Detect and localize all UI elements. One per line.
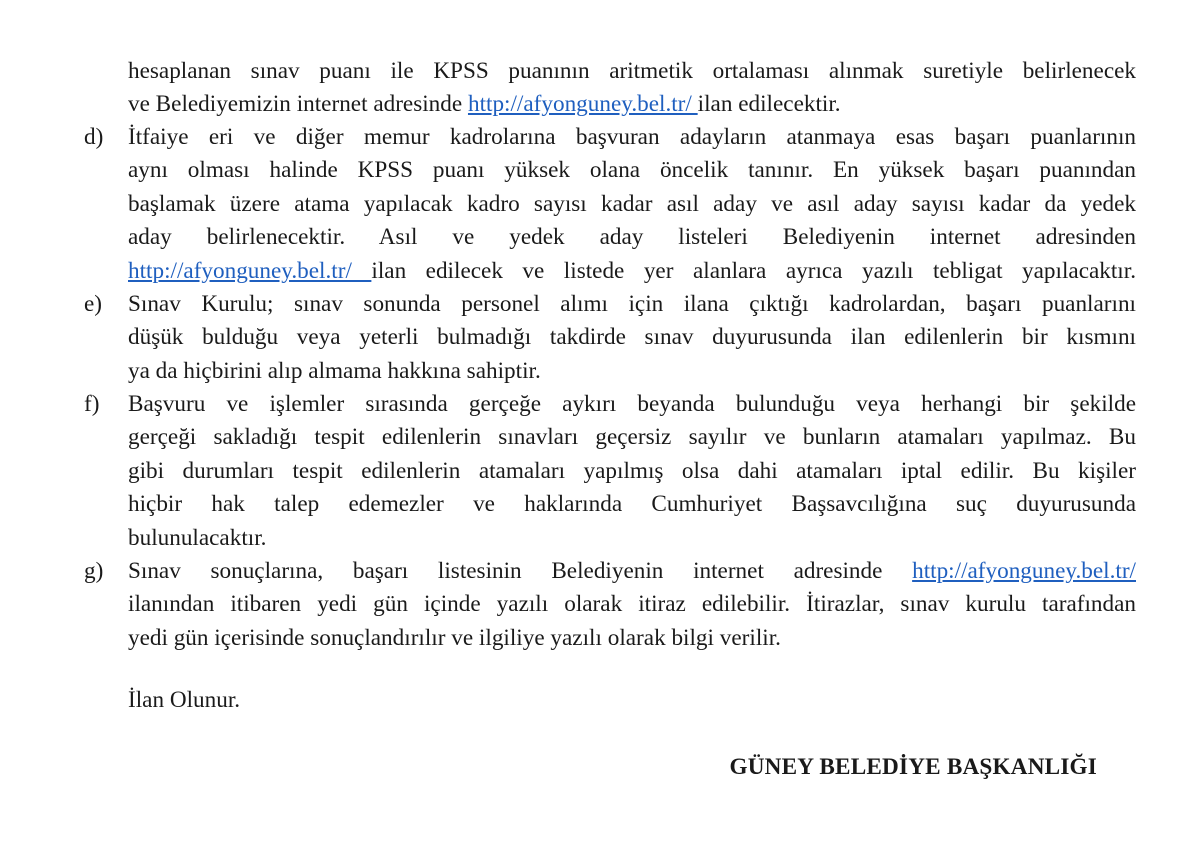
list-marker-d: d) [84, 124, 104, 150]
item-d-line-1: İtfaiye eri ve diğer memur kadrolarına başvuran adayların atanmaya esas başarı puanlarının [128, 124, 1136, 150]
item-e-line-3: ya da hiçbirini alıp almama hakkına sahiptir. [128, 357, 541, 384]
item-e-line-2: düşük bulduğu veya yeterli bulmadığı takdirde sınav duyurusunda ilan edilenlerin bir kısmını [128, 324, 1136, 351]
list-marker-g: g) [84, 558, 104, 584]
intro-line-2: ve Belediyemizin internet adresinde http://afyonguney.bel.tr/ ilan edilecektir. [128, 91, 841, 118]
item-g-line-1: Sınav sonuçlarına, başarı listesinin Belediyenin internet adresinde http://afyonguney.bel.tr/ [128, 558, 1136, 584]
item-f-line-1: Başvuru ve işlemler sırasında gerçeğe aykırı beyanda bulunduğu veya herhangi bir şekilde [128, 391, 1136, 417]
website-link[interactable]: http://afyonguney.bel.tr/ [912, 558, 1136, 584]
item-e-line-1: Sınav Kurulu; sınav sonunda personel alımı için ilana çıktığı kadrolardan, başarı puanlarını [128, 291, 1136, 317]
item-f-line-2: gerçeği sakladığı tespit edilenlerin sınavları geçersiz sayılır ve bunların atamaları yapılmaz. Bu [128, 424, 1136, 451]
closing-text: İlan Olunur. [128, 687, 241, 713]
list-item-g [84, 555, 1136, 655]
intro-paragraph [84, 55, 1136, 122]
item-f-line-5: bulunulacaktır. [128, 524, 267, 551]
item-d-line-5: http://afyonguney.bel.tr/ ilan edilecek ve listede yer alanlara ayrıca yazılı tebligat yapılacaktır. [128, 257, 1136, 284]
list-marker-f: f) [84, 391, 100, 417]
item-d-line-3: başlamak üzere atama yapılacak kadro sayısı kadar asıl aday ve asıl aday sayısı kadar da yedek [128, 190, 1136, 217]
item-d-line-2: aynı olması halinde KPSS puanı yüksek olana öncelik tanınır. En yüksek başarı puanından [128, 157, 1136, 184]
intro-line-1: hesaplanan sınav puanı ile KPSS puanının aritmetik ortalaması alınmak suretiyle belirlenecek [128, 58, 1136, 84]
signature-authority: GÜNEY BELEDİYE BAŞKANLIĞI [729, 754, 1097, 780]
item-g-line-2: ilanından itibaren yedi gün içinde yazılı olarak itiraz edilebilir. İtirazlar, sınav kurulu tarafından [128, 591, 1136, 618]
item-f-line-4: hiçbir hak talep edemezler ve haklarında Cumhuriyet Başsavcılığına suç duyurusunda [128, 491, 1136, 518]
website-link[interactable]: http://afyonguney.bel.tr/ [467, 91, 698, 118]
list-item-d [84, 121, 1136, 288]
website-link[interactable]: http://afyonguney.bel.tr/ [128, 257, 372, 284]
item-d-line-4: aday belirlenecektir. Asıl ve yedek aday listeleri Belediyenin internet adresinden [128, 224, 1136, 251]
list-marker-e: e) [84, 291, 103, 317]
item-g-line-3: yedi gün içerisinde sonuçlandırılır ve ilgiliye yazılı olarak bilgi verilir. [128, 624, 781, 651]
list-item-f [84, 388, 1136, 555]
item-f-line-3: gibi durumları tespit edilenlerin atamaları yapılmış olsa dahi atamaları iptal edilir. Bu kişiler [128, 457, 1136, 484]
list-item-e [84, 288, 1136, 388]
